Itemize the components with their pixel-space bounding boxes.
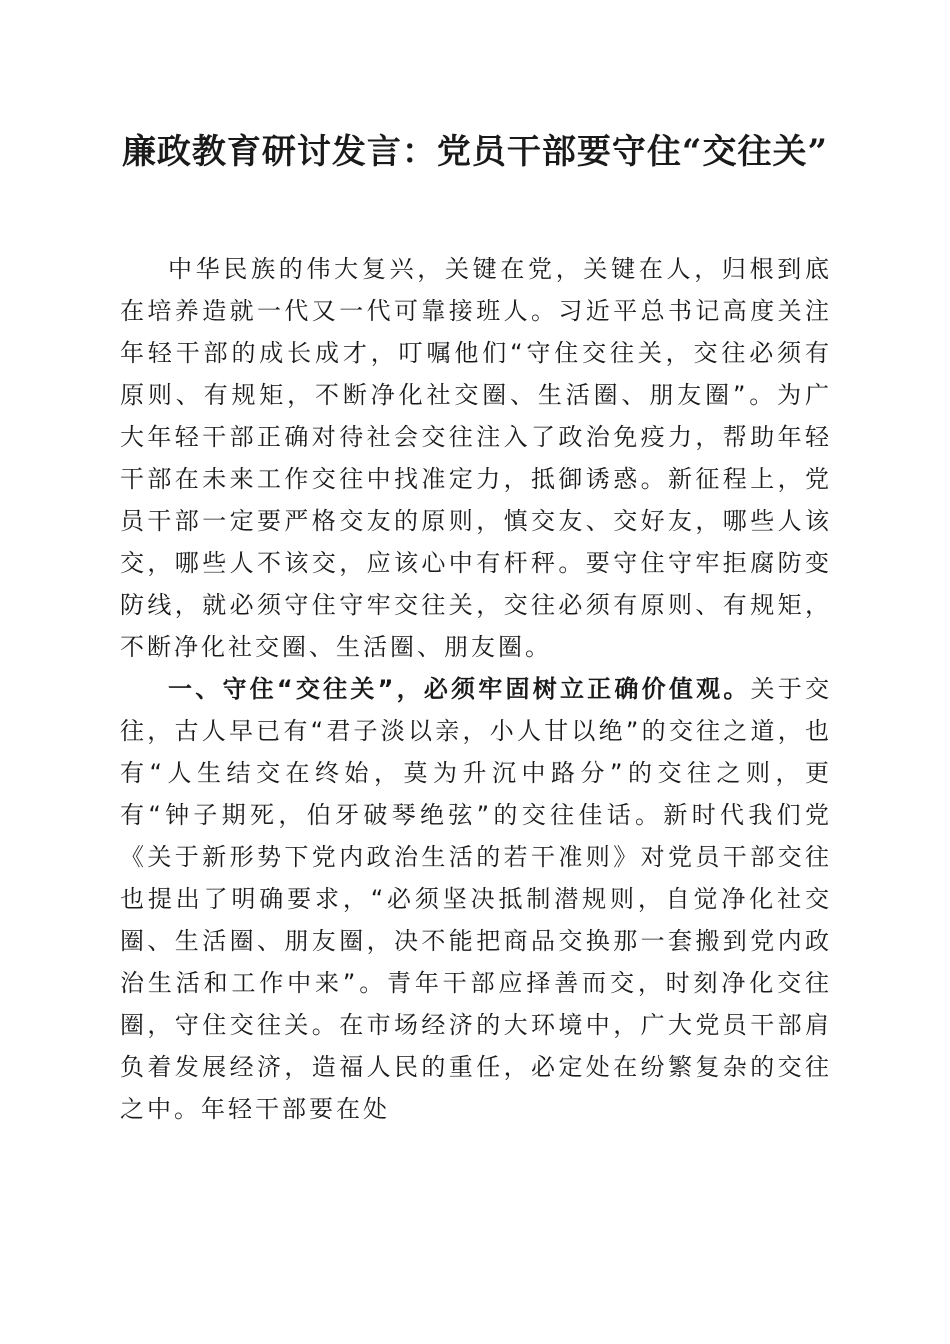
paragraph-text: 关于交往，古人早已有“君子淡以亲，小人甘以绝”的交往之道，也有“人生结交在终始，莫为升沉中路分”的交往之则，更有“钟子期死，伯牙破琴绝弦”的交往佳话。新时代我们党《关于新形势下党内政治生活的若干准则》对党员干部交往也提出了明确要求，“必须坚决抵制潜规则，自觉净化社交圈、生活圈、朋友圈，决不能把商品交换那一套搬到党内政治生活和工作中来”。青年干部应择善而交，时刻净化交往圈，守住交往关。在市场经济的大环境中，广大党员干部肩负着发展经济，造福人民的重任，必定处在纷繁复杂的交往之中。年轻干部要在处 <box>120 675 833 1123</box>
paragraph-text: 中华民族的伟大复兴，关键在党，关键在人，归根到底在培养造就一代又一代可靠接班人。习近平总书记高度关注年轻干部的成长成才，叮嘱他们“守住交往关，交往必须有原则、有规矩，不断净化社交圈、生活圈、朋友圈”。为广大年轻干部正确对待社会交往注入了政治免疫力，帮助年轻干部在未来工作交往中找准定力，抵御诱惑。新征程上，党员干部一定要严格交友的原则，慎交友、交好友，哪些人该交，哪些人不该交，应该心中有杆秤。要守住守牢拒腐防变防线，就必须守住守牢交往关，交往必须有原则、有规矩，不断净化社交圈、生活圈、朋友圈。 <box>120 255 832 661</box>
section-heading: 一、守住“交往关”，必须牢固树立正确价值观。 <box>168 675 751 703</box>
document-body <box>120 248 832 1130</box>
paragraph-section-one <box>120 668 832 1130</box>
paragraph-intro <box>120 248 832 668</box>
document-title: 廉政教育研讨发言：党员干部要守住“交往关” <box>121 132 829 172</box>
